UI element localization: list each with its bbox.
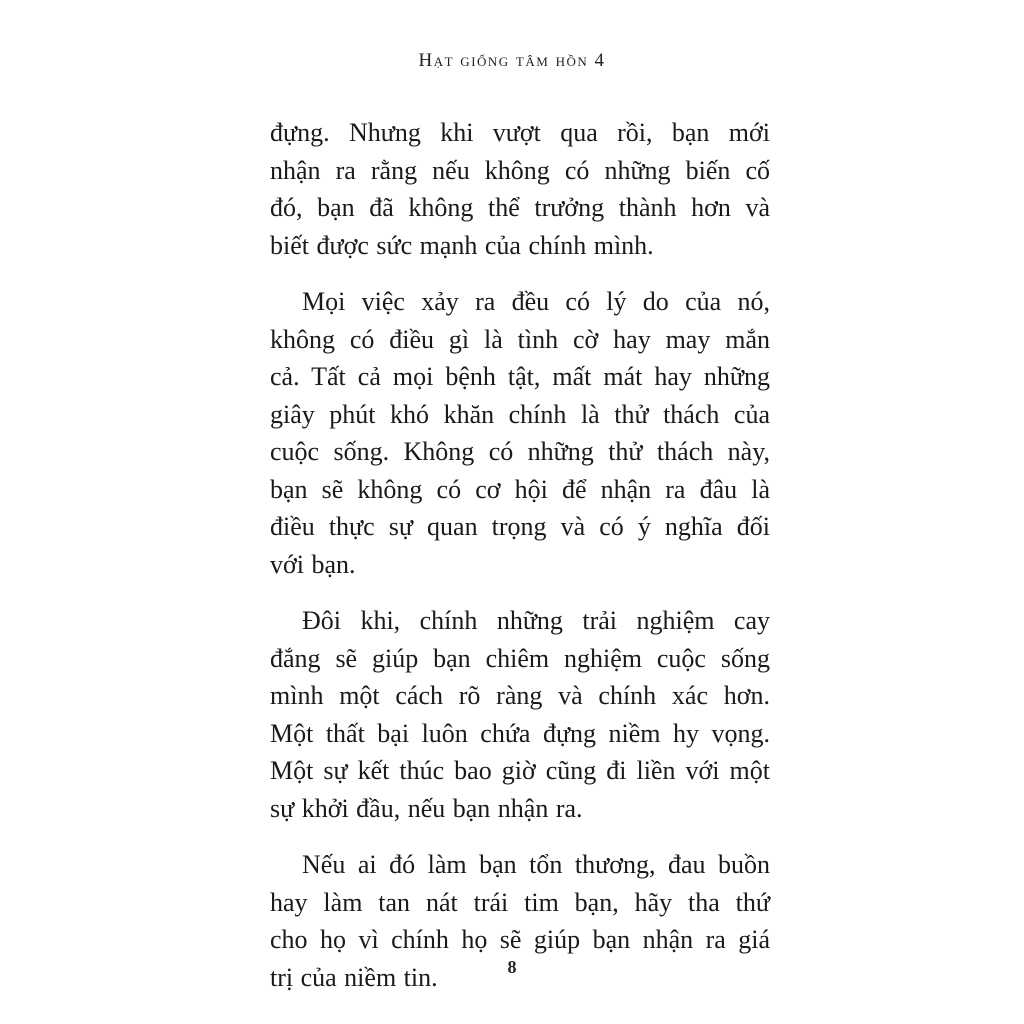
text-line: đựng. Nhưng khi vượt qua rồi, bạn mới <box>270 118 770 147</box>
text-line: cả. Tất cả mọi bệnh tật, mất mát hay những <box>270 362 770 391</box>
text-line: Đôi khi, chính những trải nghiệm cay <box>302 606 770 635</box>
text-line: mình một cách rõ ràng và chính xác hơn. <box>270 681 770 710</box>
text-line: biết được sức mạnh của chính mình. <box>270 230 654 260</box>
body-text <box>270 114 770 1015</box>
text-line: nhận ra rằng nếu không có những biến cố <box>270 155 770 185</box>
page-number: 8 <box>507 957 517 977</box>
text-line: điều thực sự quan trọng và có ý nghĩa đối <box>270 512 770 541</box>
text-line: cho họ vì chính họ sẽ giúp bạn nhận ra giá <box>270 925 770 954</box>
text-line: với bạn. <box>270 549 356 579</box>
text-line: đó, bạn đã không thể trưởng thành hơn và <box>270 193 770 222</box>
text-line: trị của niềm tin. <box>270 962 438 992</box>
running-header: Hạt giống tâm hồn 4 <box>418 50 606 71</box>
paragraph-3 <box>270 602 770 827</box>
paragraph-1 <box>270 114 770 264</box>
text-line: cuộc sống. Không có những thử thách này, <box>270 437 770 466</box>
text-line: đắng sẽ giúp bạn chiêm nghiệm cuộc sống <box>270 643 770 673</box>
text-line: giây phút khó khăn chính là thử thách của <box>270 399 770 429</box>
text-line: bạn sẽ không có cơ hội để nhận ra đâu là <box>270 474 770 504</box>
paragraph-2 <box>270 283 770 583</box>
text-line: Một sự kết thúc bao giờ cũng đi liền với một <box>270 756 770 785</box>
text-line: Một thất bại luôn chứa đựng niềm hy vọng. <box>270 718 770 748</box>
text-line: sự khởi đầu, nếu bạn nhận ra. <box>270 793 583 823</box>
text-line: Nếu ai đó làm bạn tổn thương, đau buồn <box>302 850 770 879</box>
text-line: Mọi việc xảy ra đều có lý do của nó, <box>302 287 770 316</box>
text-line: hay làm tan nát trái tim bạn, hãy tha thứ <box>270 887 770 917</box>
text-line: không có điều gì là tình cờ hay may mắn <box>270 324 770 354</box>
